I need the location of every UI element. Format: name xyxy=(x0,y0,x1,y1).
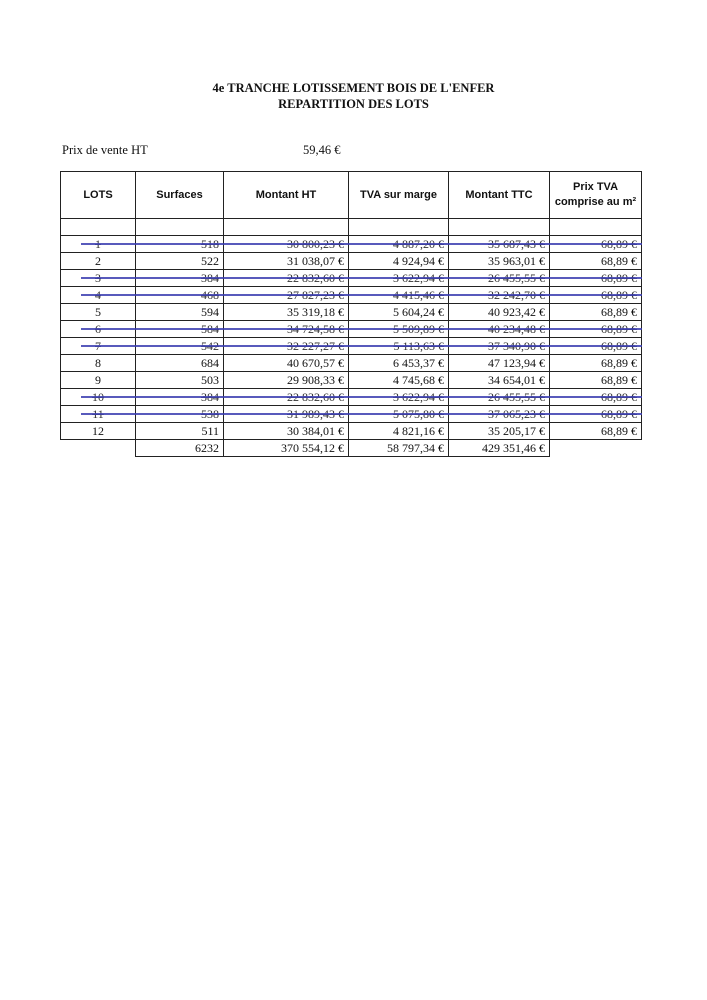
col-header-surfaces: Surfaces xyxy=(136,172,224,219)
cell-surface: 684 xyxy=(136,355,224,372)
table-row xyxy=(61,355,642,372)
strike-line xyxy=(81,277,642,279)
header-gap xyxy=(61,219,642,236)
cell-surface: 511 xyxy=(136,423,224,440)
total-montant-ht: 370 554,12 € xyxy=(224,440,349,457)
col-header-prix-tva-line2: comprise au m² xyxy=(554,196,637,208)
total-surface: 6232 xyxy=(136,440,224,457)
cell-surface: 594 xyxy=(136,304,224,321)
strike-line xyxy=(81,294,642,296)
header-row xyxy=(61,172,642,219)
strike-line xyxy=(81,328,642,330)
cell-tva-marge: 5 604,24 € xyxy=(349,304,449,321)
cell-tva-marge: 6 453,37 € xyxy=(349,355,449,372)
cell-lot-number: 12 xyxy=(61,423,136,440)
cell-lot-number: 9 xyxy=(61,372,136,389)
cell-prix-tva-m2: 68,89 € xyxy=(550,423,642,440)
cell-montant-ttc: 35 963,01 € xyxy=(449,253,550,270)
table-row xyxy=(61,423,642,440)
strike-line xyxy=(81,396,642,398)
total-tva: 58 797,34 € xyxy=(349,440,449,457)
cell-lot-number: 2 xyxy=(61,253,136,270)
cell-lot-number: 5 xyxy=(61,304,136,321)
strike-line xyxy=(81,243,642,245)
cell-prix-tva-m2: 68,89 € xyxy=(550,253,642,270)
sale-price-value: 59,46 € xyxy=(303,143,341,157)
cell-montant-ttc: 40 923,42 € xyxy=(449,304,550,321)
cell-prix-tva-m2: 68,89 € xyxy=(550,355,642,372)
totals-empty-cell-end xyxy=(550,440,642,457)
cell-prix-tva-m2: 68,89 € xyxy=(550,372,642,389)
cell-lot-number: 8 xyxy=(61,355,136,372)
document-subtitle: REPARTITION DES LOTS xyxy=(278,97,429,111)
cell-montant-ht: 40 670,57 € xyxy=(224,355,349,372)
cell-montant-ht: 31 038,07 € xyxy=(224,253,349,270)
col-header-prix-tva-m2 xyxy=(550,172,642,219)
col-header-prix-tva-line1: Prix TVA xyxy=(572,181,619,193)
strike-line xyxy=(81,413,642,415)
cell-montant-ht: 30 384,01 € xyxy=(224,423,349,440)
table-row xyxy=(61,372,642,389)
col-header-montant-ht: Montant HT xyxy=(224,172,349,219)
cell-surface: 522 xyxy=(136,253,224,270)
col-header-tva-marge: TVA sur marge xyxy=(349,172,449,219)
cell-surface: 503 xyxy=(136,372,224,389)
cell-tva-marge: 4 821,16 € xyxy=(349,423,449,440)
strike-line xyxy=(81,345,642,347)
cell-montant-ht: 35 319,18 € xyxy=(224,304,349,321)
cell-prix-tva-m2: 68,89 € xyxy=(550,304,642,321)
col-header-montant-ttc: Montant TTC xyxy=(449,172,550,219)
cell-tva-marge: 4 924,94 € xyxy=(349,253,449,270)
cell-montant-ht: 29 908,33 € xyxy=(224,372,349,389)
cell-montant-ttc: 34 654,01 € xyxy=(449,372,550,389)
totals-empty-cell xyxy=(61,440,136,457)
cell-tva-marge: 4 745,68 € xyxy=(349,372,449,389)
table-row xyxy=(61,253,642,270)
sale-price-label: Prix de vente HT xyxy=(62,143,148,157)
table-row xyxy=(61,304,642,321)
totals-row xyxy=(61,440,642,457)
cell-montant-ttc: 47 123,94 € xyxy=(449,355,550,372)
document-title: 4e TRANCHE LOTISSEMENT BOIS DE L'ENFER xyxy=(212,81,495,95)
cell-montant-ttc: 35 205,17 € xyxy=(449,423,550,440)
total-montant-ttc: 429 351,46 € xyxy=(449,440,550,457)
col-header-lots: LOTS xyxy=(61,172,136,219)
